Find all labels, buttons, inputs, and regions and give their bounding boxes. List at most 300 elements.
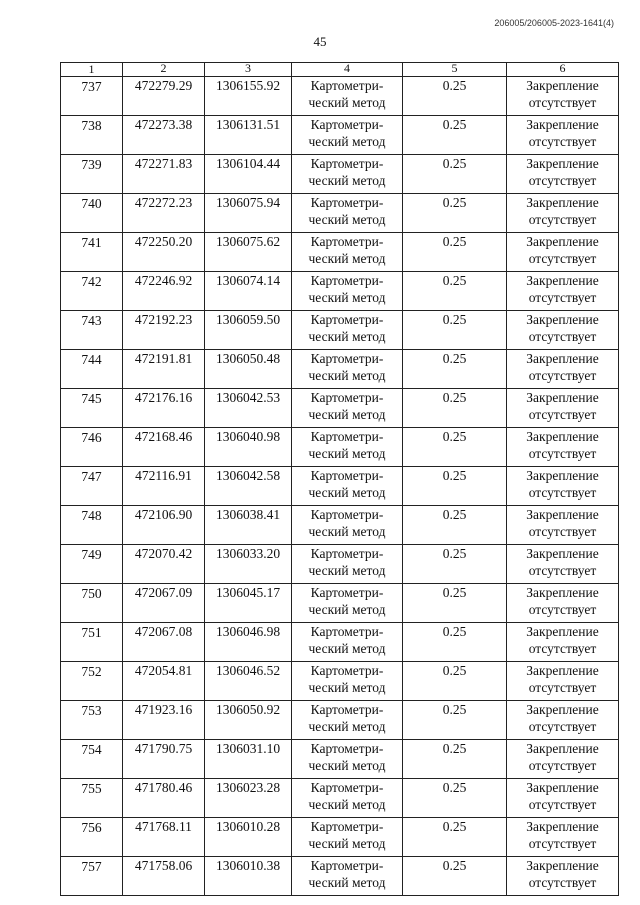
point-number-text: 746: [81, 430, 102, 445]
fixing-text: отсутствует: [528, 836, 597, 851]
table-row: [61, 155, 619, 194]
x-coordinate-cell: [123, 623, 205, 662]
point-number-cell: [61, 311, 123, 350]
fixing-text: Закрепление: [526, 663, 599, 678]
x-coordinate-cell: [123, 818, 205, 857]
table-row: [61, 779, 619, 818]
fixing-text: Закрепление: [526, 195, 599, 210]
table-row: [61, 233, 619, 272]
method-text: Картометри-: [310, 234, 384, 249]
table-header-row: [61, 63, 619, 77]
point-number-cell: [61, 623, 123, 662]
document-id: 206005/206005-2023-1641(4): [494, 18, 614, 28]
fixing-text: Закрепление: [526, 468, 599, 483]
method-text: ческий метод: [308, 446, 386, 461]
accuracy-text: 0.25: [442, 624, 467, 639]
y-coordinate-cell: [205, 857, 292, 896]
y-coordinate-text: 1306042.58: [215, 468, 281, 483]
accuracy-cell: [403, 350, 507, 389]
fixing-text: отсутствует: [528, 368, 597, 383]
fixing-text: Закрепление: [526, 312, 599, 327]
y-coordinate-text: 1306059.50: [215, 312, 281, 327]
x-coordinate-text: 472067.09: [134, 585, 193, 600]
point-number-text: 757: [81, 859, 102, 874]
accuracy-cell: [403, 740, 507, 779]
table-row: [61, 194, 619, 233]
y-coordinate-cell: [205, 155, 292, 194]
method-text: Картометри-: [310, 819, 384, 834]
method-text: Картометри-: [310, 156, 384, 171]
x-coordinate-cell: [123, 428, 205, 467]
x-coordinate-text: 471790.75: [134, 741, 193, 756]
point-number-text: 745: [81, 391, 102, 406]
fixing-text: отсутствует: [528, 251, 597, 266]
fixing-text: Закрепление: [526, 273, 599, 288]
method-text: ческий метод: [308, 485, 386, 500]
fixing-cell: [507, 389, 619, 428]
table-row: [61, 623, 619, 662]
y-coordinate-text: 1306040.98: [215, 429, 281, 444]
fixing-text: отсутствует: [528, 680, 597, 695]
fixing-text: Закрепление: [526, 624, 599, 639]
method-cell: [292, 194, 403, 233]
fixing-text: отсутствует: [528, 134, 597, 149]
fixing-cell: [507, 350, 619, 389]
fixing-text: Закрепление: [526, 741, 599, 756]
fixing-text: отсутствует: [528, 758, 597, 773]
column-header-2: 2: [123, 63, 205, 77]
fixing-cell: [507, 233, 619, 272]
method-text: Картометри-: [310, 780, 384, 795]
accuracy-text: 0.25: [442, 858, 467, 873]
x-coordinate-text: 472116.91: [135, 468, 192, 483]
method-text: ческий метод: [308, 212, 386, 227]
method-cell: [292, 311, 403, 350]
method-cell: [292, 740, 403, 779]
accuracy-text: 0.25: [442, 546, 467, 561]
point-number-text: 741: [81, 235, 102, 250]
fixing-text: Закрепление: [526, 507, 599, 522]
method-cell: [292, 467, 403, 506]
x-coordinate-cell: [123, 77, 205, 116]
method-cell: [292, 584, 403, 623]
fixing-text: отсутствует: [528, 602, 597, 617]
method-text: Картометри-: [310, 663, 384, 678]
accuracy-cell: [403, 623, 507, 662]
method-cell: [292, 77, 403, 116]
fixing-text: отсутствует: [528, 797, 597, 812]
table-row: [61, 116, 619, 155]
fixing-text: Закрепление: [526, 156, 599, 171]
table-row: [61, 662, 619, 701]
method-text: ческий метод: [308, 875, 386, 890]
accuracy-cell: [403, 467, 507, 506]
y-coordinate-cell: [205, 350, 292, 389]
y-coordinate-text: 1306050.92: [215, 702, 281, 717]
fixing-cell: [507, 818, 619, 857]
accuracy-cell: [403, 545, 507, 584]
x-coordinate-cell: [123, 857, 205, 896]
x-coordinate-cell: [123, 350, 205, 389]
fixing-text: отсутствует: [528, 641, 597, 656]
table-body: [61, 77, 619, 896]
fixing-text: отсутствует: [528, 446, 597, 461]
x-coordinate-text: 472176.16: [134, 390, 193, 405]
point-number-cell: [61, 701, 123, 740]
fixing-text: Закрепление: [526, 78, 599, 93]
point-number-text: 738: [81, 118, 102, 133]
accuracy-cell: [403, 857, 507, 896]
fixing-text: Закрепление: [526, 819, 599, 834]
accuracy-cell: [403, 506, 507, 545]
y-coordinate-cell: [205, 506, 292, 545]
fixing-text: отсутствует: [528, 563, 597, 578]
table-row: [61, 311, 619, 350]
x-coordinate-text: 472250.20: [134, 234, 193, 249]
method-text: ческий метод: [308, 290, 386, 305]
table-row: [61, 506, 619, 545]
x-coordinate-text: 472192.23: [134, 312, 193, 327]
accuracy-cell: [403, 389, 507, 428]
point-number-cell: [61, 155, 123, 194]
point-number-text: 749: [81, 547, 102, 562]
y-coordinate-cell: [205, 701, 292, 740]
method-text: ческий метод: [308, 563, 386, 578]
point-number-text: 750: [81, 586, 102, 601]
method-cell: [292, 506, 403, 545]
method-text: Картометри-: [310, 312, 384, 327]
fixing-cell: [507, 857, 619, 896]
x-coordinate-text: 472272.23: [134, 195, 193, 210]
accuracy-text: 0.25: [442, 429, 467, 444]
method-text: Картометри-: [310, 429, 384, 444]
fixing-text: отсутствует: [528, 719, 597, 734]
fixing-text: отсутствует: [528, 329, 597, 344]
table-row: [61, 77, 619, 116]
method-cell: [292, 857, 403, 896]
y-coordinate-text: 1306075.62: [215, 234, 281, 249]
fixing-cell: [507, 155, 619, 194]
method-cell: [292, 779, 403, 818]
fixing-cell: [507, 116, 619, 155]
fixing-text: Закрепление: [526, 858, 599, 873]
method-cell: [292, 155, 403, 194]
method-text: Картометри-: [310, 741, 384, 756]
y-coordinate-cell: [205, 584, 292, 623]
point-number-text: 743: [81, 313, 102, 328]
y-coordinate-cell: [205, 428, 292, 467]
method-text: Картометри-: [310, 546, 384, 561]
method-text: Картометри-: [310, 78, 384, 93]
point-number-cell: [61, 467, 123, 506]
method-cell: [292, 116, 403, 155]
accuracy-cell: [403, 155, 507, 194]
x-coordinate-text: 471758.06: [134, 858, 193, 873]
x-coordinate-text: 471780.46: [134, 780, 193, 795]
fixing-text: отсутствует: [528, 290, 597, 305]
x-coordinate-text: 472279.29: [134, 78, 193, 93]
fixing-cell: [507, 662, 619, 701]
accuracy-text: 0.25: [442, 156, 467, 171]
fixing-cell: [507, 701, 619, 740]
method-text: Картометри-: [310, 624, 384, 639]
accuracy-text: 0.25: [442, 663, 467, 678]
point-number-text: 742: [81, 274, 102, 289]
page-number: 45: [313, 34, 327, 49]
table-row: [61, 701, 619, 740]
accuracy-text: 0.25: [442, 702, 467, 717]
point-number-cell: [61, 350, 123, 389]
y-coordinate-cell: [205, 311, 292, 350]
table-row: [61, 857, 619, 896]
y-coordinate-text: 1306038.41: [215, 507, 281, 522]
accuracy-text: 0.25: [442, 468, 467, 483]
table-row: [61, 428, 619, 467]
x-coordinate-text: 472070.42: [134, 546, 193, 561]
y-coordinate-cell: [205, 740, 292, 779]
fixing-text: отсутствует: [528, 407, 597, 422]
table-row: [61, 467, 619, 506]
y-coordinate-cell: [205, 818, 292, 857]
y-coordinate-text: 1306010.28: [215, 819, 281, 834]
y-coordinate-text: 1306075.94: [215, 195, 281, 210]
point-number-text: 756: [81, 820, 102, 835]
method-text: ческий метод: [308, 602, 386, 617]
accuracy-cell: [403, 818, 507, 857]
accuracy-text: 0.25: [442, 780, 467, 795]
method-text: ческий метод: [308, 407, 386, 422]
method-cell: [292, 233, 403, 272]
point-number-cell: [61, 428, 123, 467]
column-header-4: 4: [292, 63, 403, 77]
table-row: [61, 272, 619, 311]
accuracy-text: 0.25: [442, 390, 467, 405]
accuracy-text: 0.25: [442, 312, 467, 327]
y-coordinate-cell: [205, 272, 292, 311]
y-coordinate-cell: [205, 545, 292, 584]
x-coordinate-text: 472191.81: [134, 351, 193, 366]
accuracy-cell: [403, 584, 507, 623]
point-number-text: 755: [81, 781, 102, 796]
method-text: ческий метод: [308, 173, 386, 188]
accuracy-cell: [403, 311, 507, 350]
fixing-text: Закрепление: [526, 351, 599, 366]
fixing-text: Закрепление: [526, 702, 599, 717]
accuracy-text: 0.25: [442, 741, 467, 756]
fixing-cell: [507, 779, 619, 818]
x-coordinate-text: 472271.83: [134, 156, 193, 171]
method-text: Картометри-: [310, 195, 384, 210]
point-number-text: 753: [81, 703, 102, 718]
fixing-text: Закрепление: [526, 429, 599, 444]
method-text: Картометри-: [310, 585, 384, 600]
fixing-cell: [507, 584, 619, 623]
fixing-cell: [507, 311, 619, 350]
point-number-text: 737: [81, 79, 102, 94]
fixing-text: Закрепление: [526, 234, 599, 249]
accuracy-text: 0.25: [442, 195, 467, 210]
y-coordinate-text: 1306046.52: [215, 663, 281, 678]
fixing-text: Закрепление: [526, 117, 599, 132]
method-text: ческий метод: [308, 524, 386, 539]
accuracy-cell: [403, 701, 507, 740]
accuracy-cell: [403, 116, 507, 155]
y-coordinate-cell: [205, 623, 292, 662]
x-coordinate-cell: [123, 506, 205, 545]
point-number-cell: [61, 857, 123, 896]
fixing-text: Закрепление: [526, 585, 599, 600]
point-number-cell: [61, 779, 123, 818]
coordinates-table: [60, 62, 619, 896]
method-text: ческий метод: [308, 329, 386, 344]
fixing-cell: [507, 194, 619, 233]
x-coordinate-cell: [123, 194, 205, 233]
point-number-cell: [61, 389, 123, 428]
column-header-1: 1: [61, 63, 123, 77]
fixing-text: Закрепление: [526, 390, 599, 405]
accuracy-text: 0.25: [442, 234, 467, 249]
method-text: ческий метод: [308, 758, 386, 773]
table-row: [61, 389, 619, 428]
accuracy-text: 0.25: [442, 273, 467, 288]
table-row: [61, 350, 619, 389]
accuracy-text: 0.25: [442, 78, 467, 93]
accuracy-text: 0.25: [442, 351, 467, 366]
method-cell: [292, 701, 403, 740]
y-coordinate-text: 1306046.98: [215, 624, 281, 639]
point-number-cell: [61, 77, 123, 116]
column-header-6: 6: [507, 63, 619, 77]
method-text: Картометри-: [310, 390, 384, 405]
point-number-text: 740: [81, 196, 102, 211]
accuracy-text: 0.25: [442, 819, 467, 834]
y-coordinate-text: 1306031.10: [215, 741, 281, 756]
fixing-cell: [507, 272, 619, 311]
fixing-text: отсутствует: [528, 173, 597, 188]
fixing-cell: [507, 428, 619, 467]
accuracy-text: 0.25: [442, 507, 467, 522]
fixing-cell: [507, 506, 619, 545]
x-coordinate-text: 472067.08: [134, 624, 193, 639]
method-cell: [292, 623, 403, 662]
y-coordinate-cell: [205, 77, 292, 116]
y-coordinate-cell: [205, 389, 292, 428]
fixing-text: отсутствует: [528, 875, 597, 890]
method-cell: [292, 350, 403, 389]
method-cell: [292, 818, 403, 857]
point-number-cell: [61, 116, 123, 155]
x-coordinate-cell: [123, 116, 205, 155]
x-coordinate-cell: [123, 779, 205, 818]
y-coordinate-text: 1306010.38: [215, 858, 281, 873]
x-coordinate-cell: [123, 155, 205, 194]
method-text: ческий метод: [308, 797, 386, 812]
method-cell: [292, 662, 403, 701]
point-number-cell: [61, 194, 123, 233]
point-number-text: 739: [81, 157, 102, 172]
y-coordinate-cell: [205, 116, 292, 155]
method-cell: [292, 389, 403, 428]
y-coordinate-cell: [205, 233, 292, 272]
method-text: ческий метод: [308, 134, 386, 149]
y-coordinate-cell: [205, 662, 292, 701]
point-number-text: 752: [81, 664, 102, 679]
y-coordinate-text: 1306131.51: [215, 117, 281, 132]
method-text: ческий метод: [308, 95, 386, 110]
x-coordinate-text: 471923.16: [134, 702, 193, 717]
point-number-cell: [61, 584, 123, 623]
x-coordinate-cell: [123, 467, 205, 506]
x-coordinate-cell: [123, 272, 205, 311]
x-coordinate-cell: [123, 584, 205, 623]
fixing-text: отсутствует: [528, 524, 597, 539]
method-text: ческий метод: [308, 368, 386, 383]
point-number-cell: [61, 506, 123, 545]
method-text: ческий метод: [308, 251, 386, 266]
y-coordinate-text: 1306023.28: [215, 780, 281, 795]
x-coordinate-text: 472246.92: [134, 273, 193, 288]
point-number-text: 744: [81, 352, 102, 367]
accuracy-cell: [403, 272, 507, 311]
accuracy-text: 0.25: [442, 585, 467, 600]
y-coordinate-text: 1306050.48: [215, 351, 281, 366]
y-coordinate-text: 1306155.92: [215, 78, 281, 93]
table-row: [61, 740, 619, 779]
accuracy-cell: [403, 77, 507, 116]
point-number-cell: [61, 233, 123, 272]
fixing-cell: [507, 77, 619, 116]
accuracy-cell: [403, 194, 507, 233]
column-header-5: 5: [403, 63, 507, 77]
fixing-text: Закрепление: [526, 546, 599, 561]
y-coordinate-text: 1306074.14: [215, 273, 281, 288]
x-coordinate-cell: [123, 311, 205, 350]
method-text: Картометри-: [310, 468, 384, 483]
fixing-cell: [507, 623, 619, 662]
x-coordinate-text: 472168.46: [134, 429, 193, 444]
x-coordinate-cell: [123, 233, 205, 272]
method-text: Картометри-: [310, 507, 384, 522]
x-coordinate-text: 472106.90: [134, 507, 193, 522]
y-coordinate-text: 1306045.17: [215, 585, 281, 600]
point-number-text: 748: [81, 508, 102, 523]
fixing-cell: [507, 545, 619, 584]
x-coordinate-cell: [123, 740, 205, 779]
point-number-text: 754: [81, 742, 102, 757]
column-header-3: 3: [205, 63, 292, 77]
x-coordinate-text: 472273.38: [134, 117, 193, 132]
x-coordinate-cell: [123, 389, 205, 428]
y-coordinate-text: 1306042.53: [215, 390, 281, 405]
method-cell: [292, 272, 403, 311]
method-text: ческий метод: [308, 836, 386, 851]
x-coordinate-text: 472054.81: [134, 663, 193, 678]
method-text: Картометри-: [310, 117, 384, 132]
point-number-cell: [61, 272, 123, 311]
x-coordinate-text: 471768.11: [135, 819, 192, 834]
table-row: [61, 818, 619, 857]
y-coordinate-cell: [205, 194, 292, 233]
point-number-cell: [61, 740, 123, 779]
method-text: Картометри-: [310, 351, 384, 366]
x-coordinate-cell: [123, 545, 205, 584]
method-cell: [292, 428, 403, 467]
accuracy-cell: [403, 428, 507, 467]
y-coordinate-text: 1306033.20: [215, 546, 281, 561]
fixing-cell: [507, 467, 619, 506]
y-coordinate-text: 1306104.44: [215, 156, 281, 171]
accuracy-cell: [403, 662, 507, 701]
